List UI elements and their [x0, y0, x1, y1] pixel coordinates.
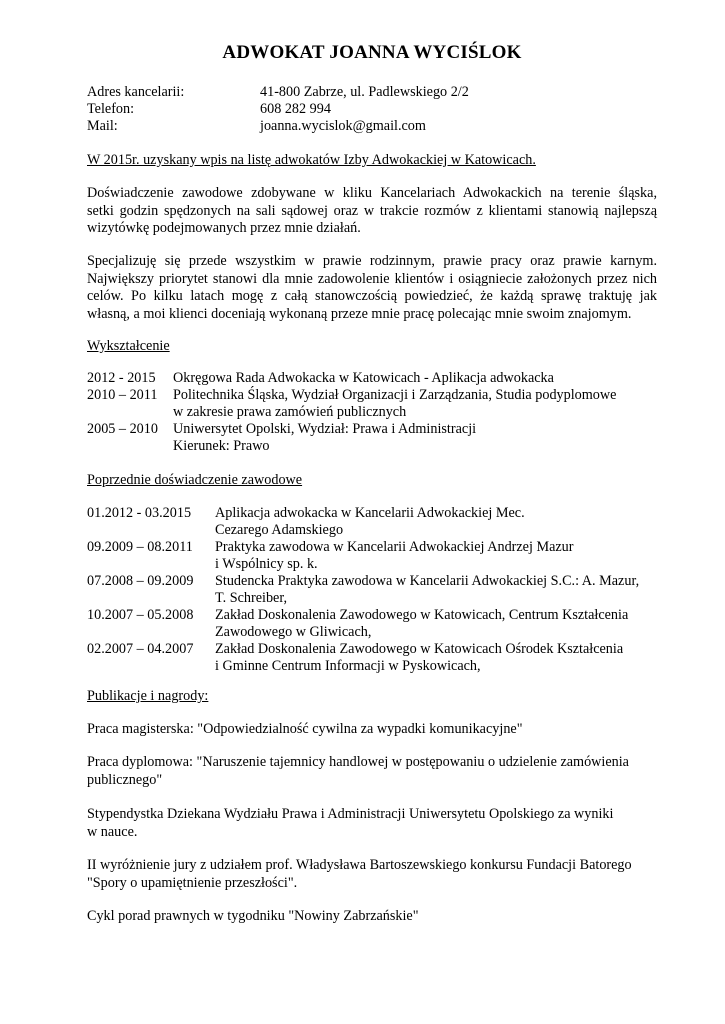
- experience-row: [87, 641, 657, 658]
- experience-text: Cezarego Adamskiego: [215, 522, 344, 538]
- publication-item: [87, 754, 657, 789]
- contact-label: Telefon:: [87, 101, 135, 117]
- education-row: [87, 370, 657, 387]
- experience-text: Praktyka zawodowa w Kancelarii Adwokackiej Andrzej Mazur: [215, 539, 574, 555]
- experience-row: [87, 573, 657, 590]
- experience-row: [87, 607, 657, 624]
- publication-line: II wyróżnienie jury z udziałem prof. Władysława Bartoszewskiego konkursu Fundacji Batorego: [87, 857, 632, 873]
- experience-heading: Poprzednie doświadczenie zawodowe: [87, 472, 303, 488]
- contact-block: [87, 84, 657, 135]
- experience-dates: 02.2007 – 04.2007: [87, 641, 194, 657]
- experience-text: Zakład Doskonalenia Zawodowego w Katowicach Ośrodek Kształcenia: [215, 641, 624, 657]
- education-text: Politechnika Śląska, Wydział Organizacji i Zarządzania, Studia podyplomowe: [173, 387, 617, 403]
- experience-text: Zakład Doskonalenia Zawodowego w Katowicach, Centrum Kształcenia: [215, 607, 629, 623]
- education-dates: 2010 – 2011: [87, 387, 158, 403]
- page-title: ADWOKAT JOANNA WYCIŚLOK: [222, 42, 522, 63]
- experience-row: [87, 624, 657, 641]
- paragraph-line: Specjalizuję się przede wszystkim w prawie rodzinnym, prawie pracy oraz prawie karnym.: [87, 253, 657, 269]
- education-text: Kierunek: Prawo: [173, 438, 270, 454]
- experience-row: [87, 556, 657, 573]
- education-dates: 2005 – 2010: [87, 421, 158, 437]
- publication-line: Praca magisterska: "Odpowiedzialność cywilna za wypadki komunikacyjne": [87, 721, 523, 737]
- contact-row-phone: [87, 101, 657, 118]
- education-list: [87, 370, 657, 455]
- education-row: [87, 387, 657, 404]
- contact-row-mail: [87, 118, 657, 135]
- publication-item: [87, 857, 657, 892]
- education-heading: Wykształcenie: [87, 338, 170, 354]
- experience-dates: 01.2012 - 03.2015: [87, 505, 192, 521]
- contact-label: Adres kancelarii:: [87, 84, 185, 100]
- experience-row: [87, 505, 657, 522]
- education-text: Okręgowa Rada Adwokacka w Katowicach - Aplikacja adwokacka: [173, 370, 554, 386]
- experience-dates: 09.2009 – 08.2011: [87, 539, 193, 555]
- education-row: [87, 421, 657, 438]
- registration-note: W 2015r. uzyskany wpis na listę adwokatów Izby Adwokackiej w Katowicach.: [87, 152, 536, 168]
- experience-dates: 10.2007 – 05.2008: [87, 607, 194, 623]
- education-text: w zakresie prawa zamówień publicznych: [173, 404, 407, 420]
- experience-dates: 07.2008 – 09.2009: [87, 573, 194, 589]
- publication-item: [87, 908, 657, 926]
- publication-line: publicznego": [87, 771, 163, 788]
- publication-item: [87, 806, 657, 841]
- contact-value: 41-800 Zabrze, ul. Padlewskiego 2/2: [260, 84, 469, 100]
- education-row: [87, 404, 657, 421]
- education-text: Uniwersytet Opolski, Wydział: Prawa i Administracji: [173, 421, 477, 437]
- publication-line: Praca dyplomowa: "Naruszenie tajemnicy handlowej w postępowaniu o udzielenie zamówienia: [87, 754, 629, 770]
- paragraph-line: setki godzin spędzonych na sali sądowej oraz w trakcie rozmów z klientami stanowią najlepszą: [87, 202, 657, 219]
- experience-row: [87, 522, 657, 539]
- publication-line: Cykl porad prawnych w tygodniku "Nowiny Zabrzańskie": [87, 908, 419, 924]
- experience-text: T. Schreiber,: [215, 590, 288, 606]
- contact-value: joanna.wycislok@gmail.com: [260, 118, 426, 134]
- experience-text: Aplikacja adwokacka w Kancelarii Adwokackiej Mec.: [215, 505, 525, 521]
- paragraph-line: Największy priorytet stanowi dla mnie zadowolenie klientów i osiągniecie założonych przez nich: [87, 270, 657, 287]
- education-dates: 2012 - 2015: [87, 370, 156, 386]
- paragraph-line: własną, a moi klienci doceniają wykonaną przeze mnie pracę polecając mnie swoim znajomym.: [87, 305, 632, 322]
- experience-text: i Gminne Centrum Informacji w Pyskowicach,: [215, 658, 481, 674]
- contact-label: Mail:: [87, 118, 118, 134]
- experience-row: [87, 590, 657, 607]
- experience-list: [87, 505, 657, 675]
- specialization-paragraph: [87, 253, 657, 323]
- experience-text: i Wspólnicy sp. k.: [215, 556, 318, 572]
- paragraph-line: Doświadczenie zawodowe zdobywane w kliku Kancelariach Adwokackich na terenie śląska,: [87, 185, 657, 201]
- experience-text: Studencka Praktyka zawodowa w Kancelarii Adwokackiej S.C.: A. Mazur,: [215, 573, 640, 589]
- publication-line: Stypendystka Dziekana Wydziału Prawa i Administracji Uniwersytetu Opolskiego za wyniki: [87, 806, 614, 822]
- paragraph-line: celów. Po kilku latach mogę z całą stanowczością powiedzieć, że każdą sprawę traktuję jak: [87, 288, 657, 305]
- publication-item: [87, 721, 657, 739]
- publication-line: "Spory o upamiętnienie przeszłości".: [87, 874, 298, 891]
- paragraph-line: wizytówkę podejmowanych przez mnie działań.: [87, 220, 361, 237]
- experience-text: Zawodowego w Gliwicach,: [215, 624, 372, 640]
- experience-row: [87, 539, 657, 556]
- experience-row: [87, 658, 657, 675]
- experience-paragraph: [87, 185, 657, 238]
- contact-row-address: [87, 84, 657, 101]
- publication-line: w nauce.: [87, 823, 138, 840]
- publications-heading: Publikacje i nagrody:: [87, 688, 209, 704]
- education-row: [87, 438, 657, 455]
- contact-value: 608 282 994: [260, 101, 331, 117]
